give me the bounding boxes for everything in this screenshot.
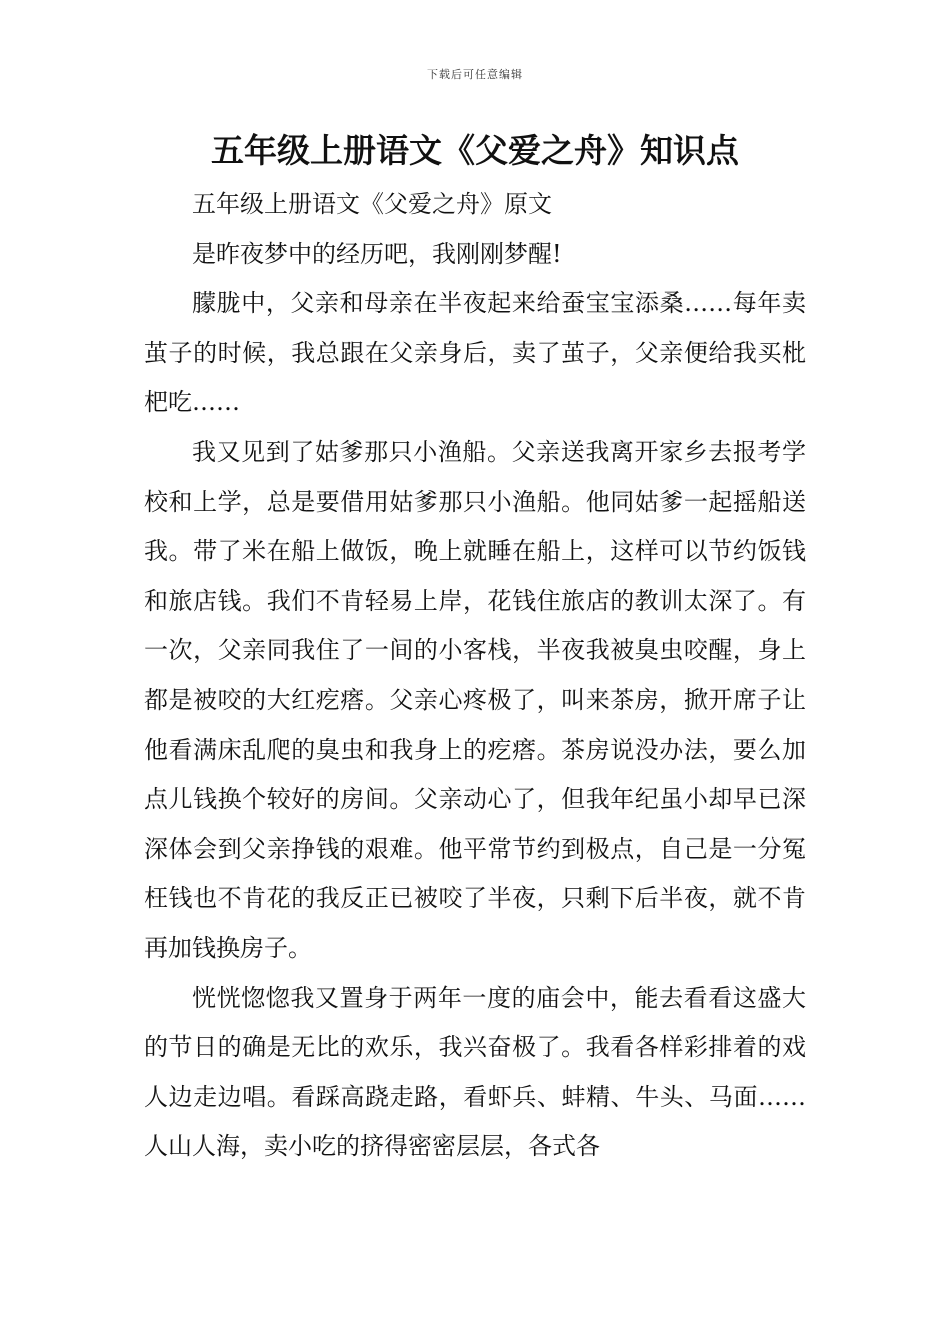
document-title: 五年级上册语文《父爱之舟》知识点 xyxy=(211,131,739,170)
paragraph: 是昨夜梦中的经历吧，我刚刚梦醒! xyxy=(192,239,562,268)
paragraph: 朦胧中，父亲和母亲在半夜起来给蚕宝宝添桑……每年卖茧子的时候，我总跟在父亲身后，卖了茧子，父亲便给我买枇杷吃…… xyxy=(144,289,806,417)
paragraph: 我又见到了姑爹那只小渔船。父亲送我离开家乡去报考学校和上学，总是要借用姑爹那只小渔船。他同姑爹一起摇船送我。带了米在船上做饭，晚上就睡在船上，这样可以节约饭钱和旅店钱。我们不肯轻易上岸，花钱住旅店的教训太深了。有一次，父亲同我住了一间的小客栈，半夜我被臭虫咬醒，身上都是被咬的大红疙瘩。父亲心疼极了，叫来茶房，掀开席子让他看满床乱爬的臭虫和我身上的疙瘩。茶房说没办法，要么加点儿钱换个较好的房间。父亲动心了，但我年纪虽小却早已深深体会到父亲挣钱的艰难。他平常节约到极点，自己是一分冤枉钱也不肯花的我反正已被咬了半夜，只剩下后半夜，就不肯再加钱换房子。 xyxy=(144,437,806,962)
subtitle-paragraph: 五年级上册语文《父爱之舟》原文 xyxy=(192,190,552,218)
paragraph: 恍恍惚惚我又置身于两年一度的庙会中，能去看看这盛大的节日的确是无比的欢乐，我兴奋极了。我看各样彩排着的戏人边走边唱。看踩高跷走路，看虾兵、蚌精、牛头、马面……人山人海，卖小吃的挤得密密层层，各式各 xyxy=(144,983,806,1161)
document-body xyxy=(144,180,806,1172)
header-note: 下载后可任意编辑 xyxy=(427,68,523,81)
